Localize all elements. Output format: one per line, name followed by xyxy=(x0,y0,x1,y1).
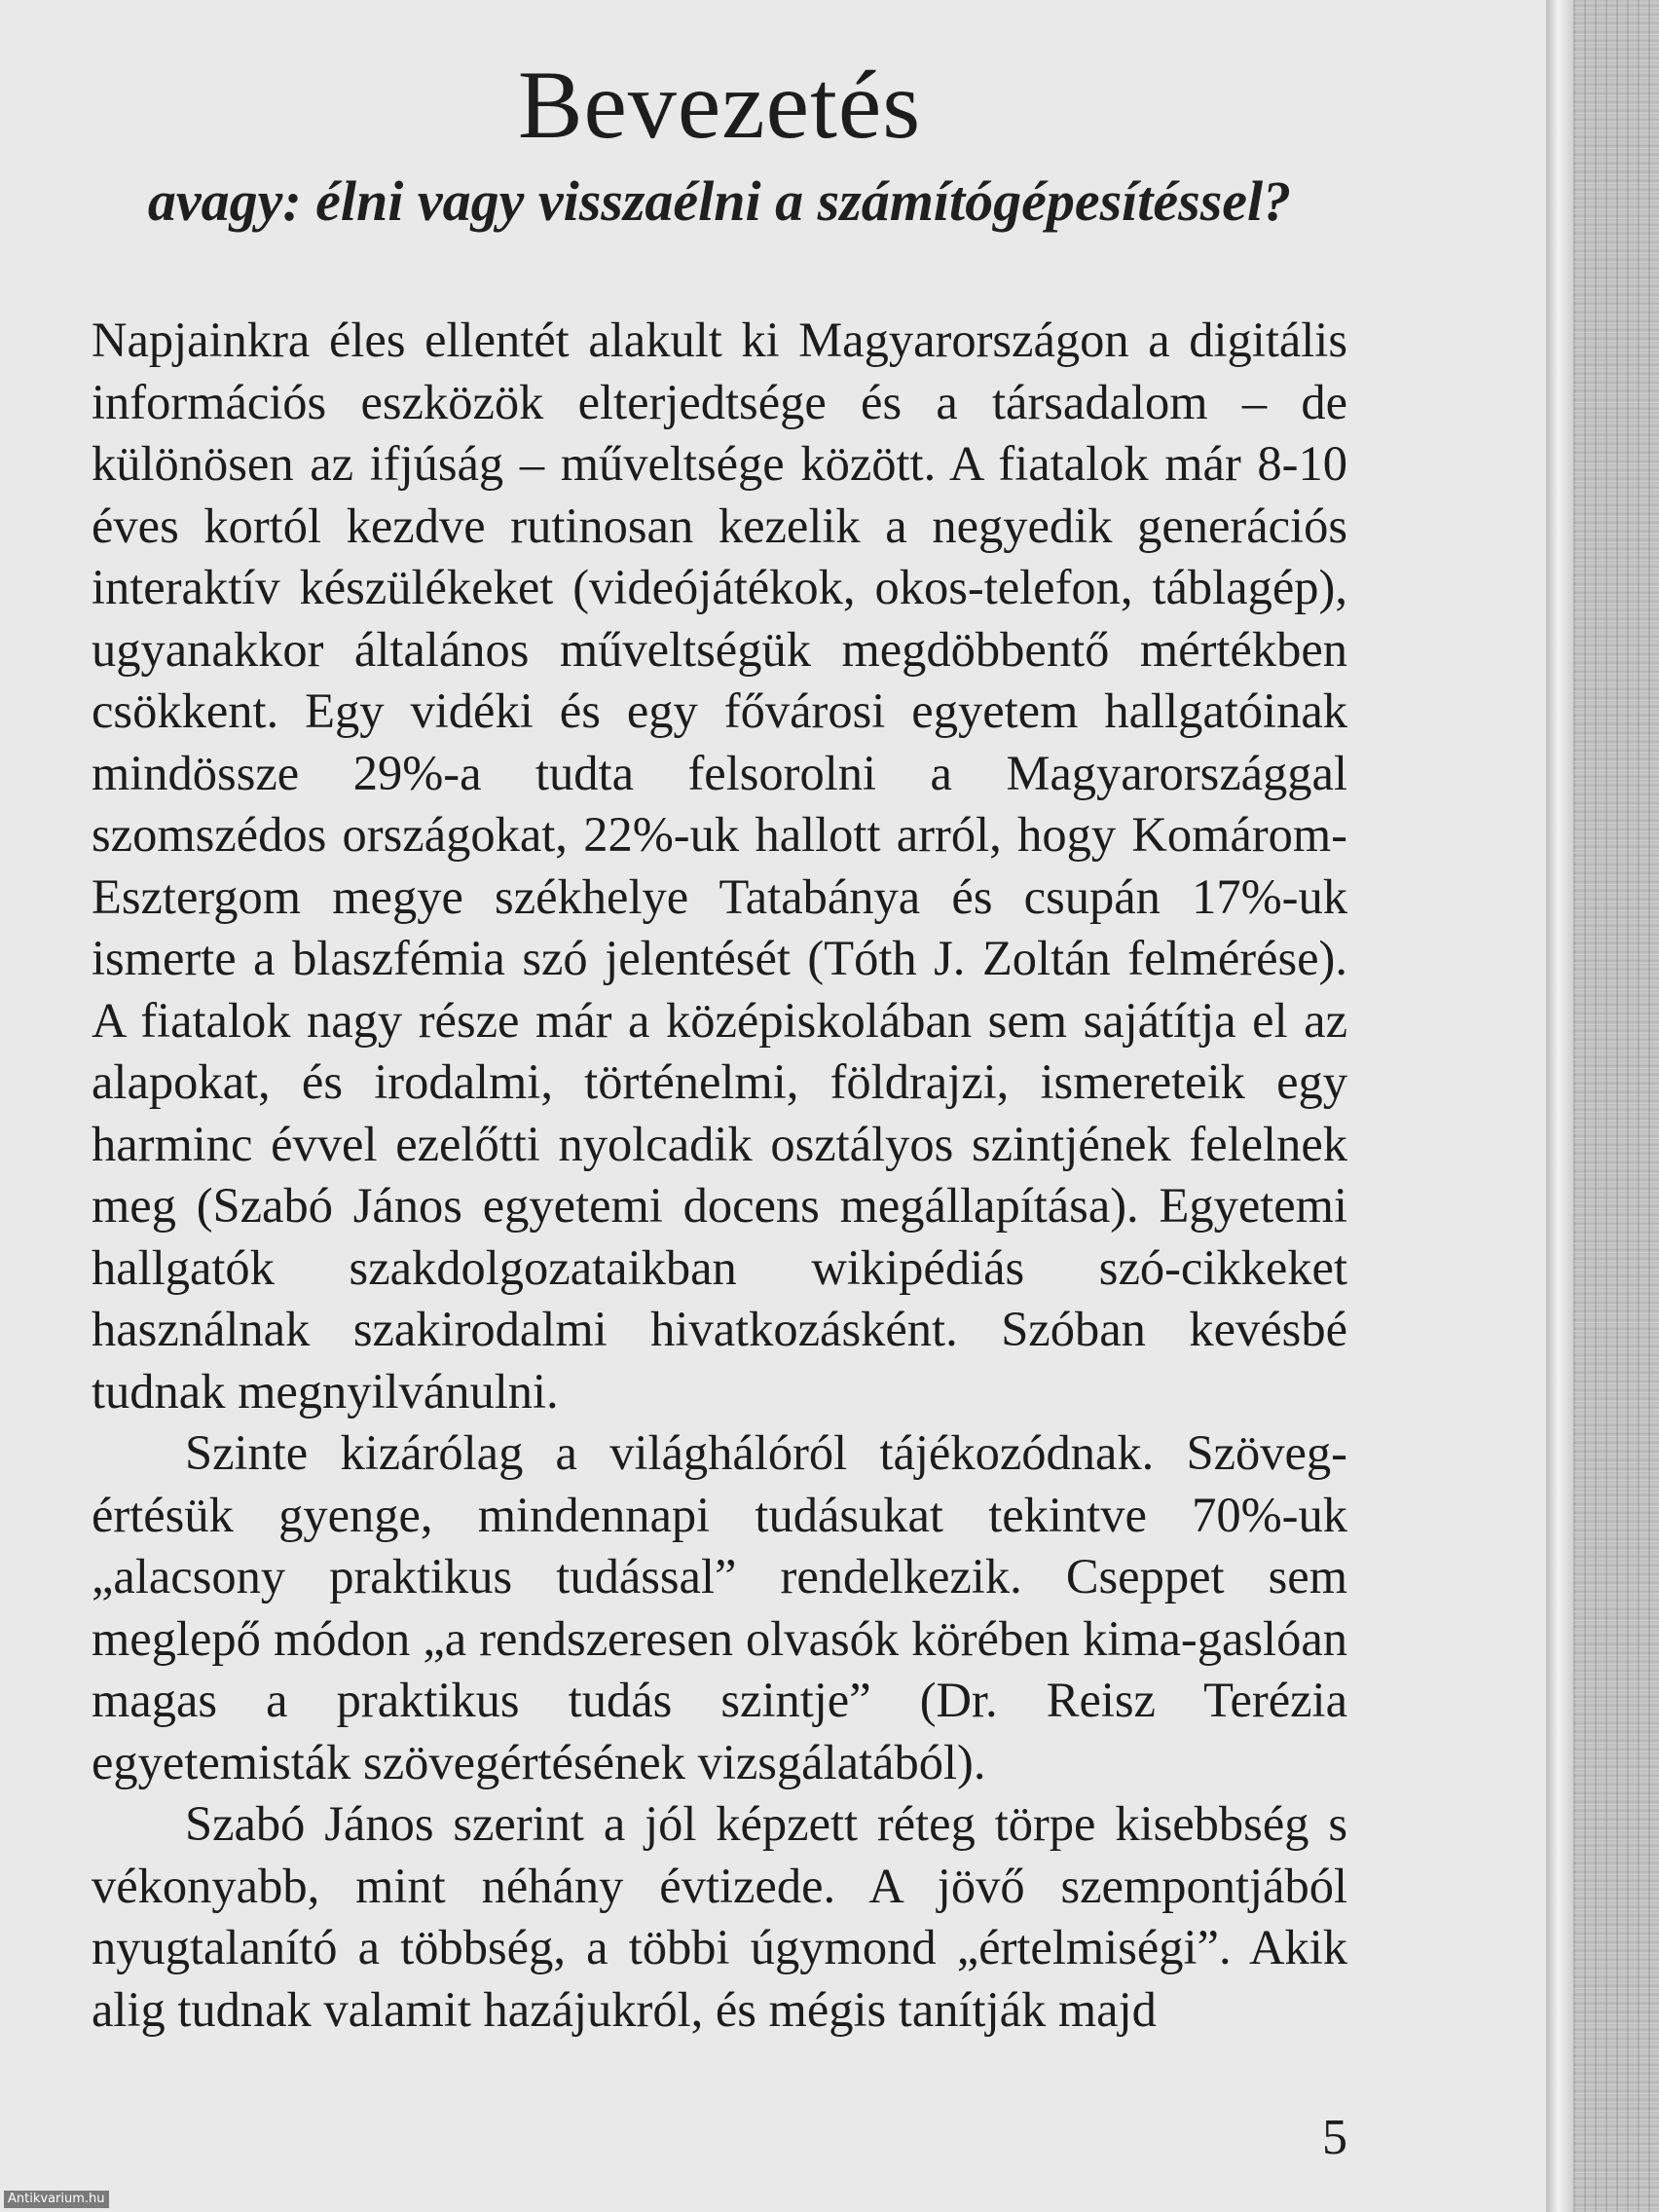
page-number: 5 xyxy=(1322,2110,1347,2165)
chapter-subtitle: avagy: élni vagy visszaélni a számítógépesítéssel? xyxy=(147,169,1292,233)
paragraph-1: Napjainkra éles ellentét alakult ki Magyarországon a digitális információs eszközök elterjedtsége és a társadalom – de különösen az ifjúság – műveltsége között. A fiatalok már 8-10 éves kortól kezdve rutinosan kezelik a negyedik generációs interaktív készülékeket (videójátékok, okos-telefon, táblagép), ugyanakkor általános műveltségük megdöbbentő mértékben csökkent. Egy vidéki és egy fővárosi egyetem hallgatóinak mindössze 29%-a tudta felsorolni a Magyarországgal szomszédos országokat, 22%-uk hallott arról, hogy Komárom-Esztergom megye székhelye Tatabánya és csupán 17%-uk ismerte a blaszfémia szó jelentését (Tóth J. Zoltán felmérése). A fiatalok nagy része már a középiskolában sem sajátítja el az alapokat, és irodalmi, történelmi, földrajzi, ismereteik egy harminc évvel ezelőtti nyolcadik osztályos szintjének felelnek meg (Szabó János egyetemi docens megállapítása). Egyetemi hallgatók szakdolgozataikban wikipédiás szó-cikkeket használnak szakirodalmi hivatkozásként. Szóban kevésbé tudnak megnyilvánulni. xyxy=(92,313,1347,1419)
body-text xyxy=(92,310,1347,2041)
chapter-title: Bevezetés xyxy=(517,51,922,159)
page-edge xyxy=(1546,0,1573,2212)
paragraph-3: Szabó János szerint a jól képzett réteg törpe kisebbség s vékonyabb, mint néhány évtizede. A jövő szempontjából nyugtalanító a többség, a többi úgymond „értelmiségi”. Akik alig tudnak valamit hazájukról, és mégis tanítják majd xyxy=(92,1796,1347,2037)
paragraph-2: Szinte kizárólag a világhálóról tájékozódnak. Szöveg-értésük gyenge, mindennapi tudásukat tekintve 70%-uk „alacsony praktikus tudással” rendelkezik. Cseppet sem meglepő módon „a rendszeresen olvasók körében kima-gaslóan magas a praktikus tudás szintje” (Dr. Reisz Terézia egyetemisták szövegértésének vizsgálatából). xyxy=(92,1425,1347,1789)
book-spine xyxy=(1573,0,1659,2212)
watermark-label: Antikvarium.hu xyxy=(4,2191,109,2208)
